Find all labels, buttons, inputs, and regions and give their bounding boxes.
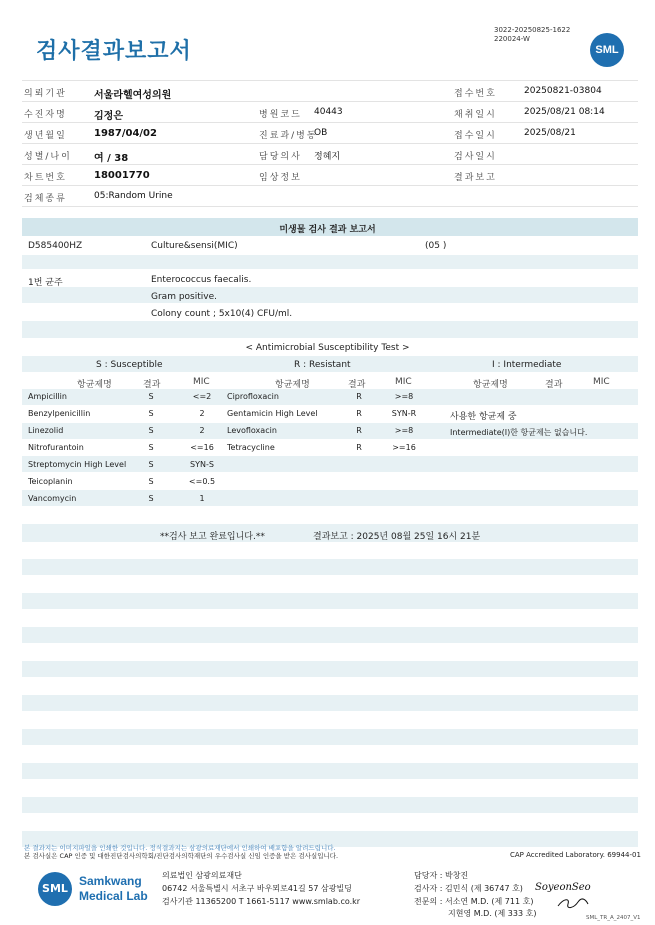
info-value: 여 / 38 [94, 153, 129, 164]
document-id-line-1: 3022-20250825-1622 [494, 26, 571, 34]
drug-mic: >=16 [392, 443, 416, 452]
drug-result: S [148, 409, 154, 418]
band [22, 559, 638, 575]
drug-mic: <=2 [192, 392, 212, 401]
info-value: 서울라헬여성의원 [94, 90, 172, 101]
info-label: 접수일시 [454, 131, 497, 141]
staff-examiner: 검사자 : 김민식 (제 36747 호) [414, 884, 523, 893]
info-label: 생년월일 [24, 131, 67, 141]
info-value: 2025/08/21 08:14 [524, 107, 605, 117]
info-label: 의뢰기관 [24, 89, 67, 99]
info-value: OB [314, 128, 328, 138]
drug-name: Nitrofurantoin [28, 443, 84, 452]
document-id [494, 26, 570, 44]
col-mic-header: MIC [593, 377, 610, 387]
document-id-line-2: 220024-W [494, 35, 530, 43]
info-label: 검체종류 [24, 194, 67, 204]
org-address: 06742 서울특별시 서초구 바우뫼로41길 57 삼광빌딩 [162, 884, 352, 893]
isolate-label: 1번 균주 [28, 278, 63, 288]
drug-mic: SYN-S [190, 460, 214, 469]
drug-name: Tetracycline [227, 443, 275, 452]
drug-result: R [356, 443, 362, 452]
band [22, 797, 638, 813]
drug-name: Streptomycin High Level [28, 460, 127, 469]
drug-name: Vancomycin [28, 494, 77, 503]
info-label: 임상정보 [259, 173, 302, 183]
info-row [22, 185, 638, 207]
info-row [22, 122, 638, 143]
drug-mic: <=16 [190, 443, 214, 452]
drug-name: Ciprofloxacin [227, 392, 279, 401]
band [22, 729, 638, 745]
info-value: 2025/08/21 [524, 128, 576, 138]
legend-susceptible: S : Susceptible [96, 360, 163, 370]
drug-name: Levofloxacin [227, 426, 277, 435]
report-complete-text: **검사 보고 완료입니다.** [160, 532, 265, 542]
drug-name: Teicoplanin [28, 477, 73, 486]
info-value: 18001770 [94, 170, 150, 181]
drug-mic: 1 [199, 494, 205, 503]
info-value: 20250821-03804 [524, 86, 602, 96]
drug-mic: <=0.5 [188, 477, 216, 486]
info-value: 정혜지 [314, 152, 341, 162]
col-drug-header: 항균제명 [275, 380, 310, 390]
info-label: 병원코드 [259, 110, 302, 120]
info-row [22, 143, 638, 164]
col-mic-header: MIC [395, 377, 412, 387]
info-label: 수진자명 [24, 110, 67, 120]
band [22, 695, 638, 711]
patient-info-table [22, 80, 638, 207]
test-code: D585400HZ [28, 241, 83, 251]
print-notice: 본 결과지는 이미지파일을 인쇄한 것입니다. 정식결과지는 삼광의료재단에서 인쇄하여 배포함을 알려드립니다. [24, 844, 336, 852]
info-label: 성별/나이 [24, 152, 72, 162]
legend-intermediate: I : Intermediate [492, 360, 562, 370]
drug-result: S [148, 392, 154, 401]
info-label: 채취일시 [454, 110, 497, 120]
brand-name-line-1: Samkwang [79, 874, 142, 888]
info-label: 결과보고 [454, 173, 497, 183]
drug-result: R [356, 392, 362, 401]
drug-name: Linezolid [28, 426, 64, 435]
report-title: 검사결과보고서 [36, 39, 192, 64]
drug-result: S [148, 494, 154, 503]
org-name: 의료법인 삼광의료재단 [162, 871, 242, 880]
drug-name: Ampicillin [28, 392, 67, 401]
drug-mic: 2 [199, 409, 205, 418]
info-row [22, 80, 638, 101]
micro-section-title: 미생물 검사 결과 보고서 [279, 225, 376, 235]
band [22, 255, 638, 269]
col-result-header: 결과 [545, 380, 563, 390]
info-label: 진료과/병동 [259, 131, 318, 141]
form-code: SML_TR_A_2407_V1 [586, 915, 641, 921]
intermediate-note-2: Intermediate(I)한 항균제는 없습니다. [450, 428, 588, 437]
ast-title: < Antimicrobial Susceptibility Test > [245, 343, 410, 353]
colony-count: Colony count ; 5x10(4) CFU/ml. [151, 309, 293, 319]
col-result-header: 결과 [348, 380, 366, 390]
specialist-signature-mark [556, 896, 590, 910]
legend-resistant: R : Resistant [294, 360, 351, 370]
drug-result: S [148, 460, 154, 469]
info-row [22, 164, 638, 185]
band [22, 287, 638, 303]
band [22, 389, 638, 405]
staff-specialist-2: 지현영 M.D. (제 333 호) [448, 909, 537, 918]
gram-stain: Gram positive. [151, 292, 217, 302]
drug-mic: >=8 [394, 426, 414, 435]
drug-name: Gentamicin High Level [227, 409, 318, 418]
accreditation-notice: 본 검사실은 CAP 인증 및 대한진단검사의학회/진단검사의학재단의 우수검사실 신임 인증을 받은 검사실입니다. [24, 852, 339, 860]
org-contact: 검사기관 11365200 T 1661-5117 www.smlab.co.kr [162, 897, 361, 906]
specimen-code: (05 ) [425, 241, 447, 251]
info-row [22, 101, 638, 122]
band [22, 593, 638, 609]
drug-result: R [356, 409, 362, 418]
cap-accreditation: CAP Accredited Laboratory. 69944-01 [510, 851, 641, 859]
info-label: 검사일시 [454, 152, 497, 162]
drug-mic: SYN-R [391, 409, 417, 418]
band [22, 490, 638, 506]
brand-name-line-2: Medical Lab [79, 889, 148, 903]
drug-result: S [148, 443, 154, 452]
info-label: 담당의사 [259, 152, 302, 162]
col-drug-header: 항균제명 [473, 380, 508, 390]
band [22, 627, 638, 643]
drug-result: S [148, 426, 154, 435]
drug-mic: >=8 [394, 392, 414, 401]
drug-result: R [356, 426, 362, 435]
info-value: 40443 [314, 107, 343, 117]
band [22, 321, 638, 338]
info-label: 접수번호 [454, 89, 497, 99]
test-name: Culture&sensi(MIC) [151, 241, 238, 251]
col-result-header: 결과 [143, 380, 161, 390]
report-time-text: 결과보고 : 2025년 08월 25일 16시 21분 [313, 532, 481, 542]
info-value: 김정은 [94, 111, 123, 122]
band [22, 763, 638, 779]
organism-name: Enterococcus faecalis. [151, 275, 252, 285]
info-value: 1987/04/02 [94, 128, 157, 139]
samkwang-logo: SML [38, 872, 72, 906]
col-mic-header: MIC [193, 377, 210, 387]
examiner-signature: SoyeonSeo [535, 882, 591, 893]
info-value: 05:Random Urine [94, 191, 173, 201]
intermediate-note-1: 사용한 항균제 중 [450, 412, 517, 422]
col-drug-header: 항균제명 [77, 380, 112, 390]
drug-name: Benzylpenicillin [28, 409, 91, 418]
drug-result: S [148, 477, 154, 486]
staff-specialist-1: 전문의 : 서소연 M.D. (제 711 호) [414, 897, 534, 906]
sml-logo: SML [590, 33, 624, 67]
band [22, 661, 638, 677]
drug-mic: 2 [199, 426, 205, 435]
info-label: 차트번호 [24, 173, 67, 183]
staff-manager: 담당자 : 박창진 [414, 871, 469, 880]
